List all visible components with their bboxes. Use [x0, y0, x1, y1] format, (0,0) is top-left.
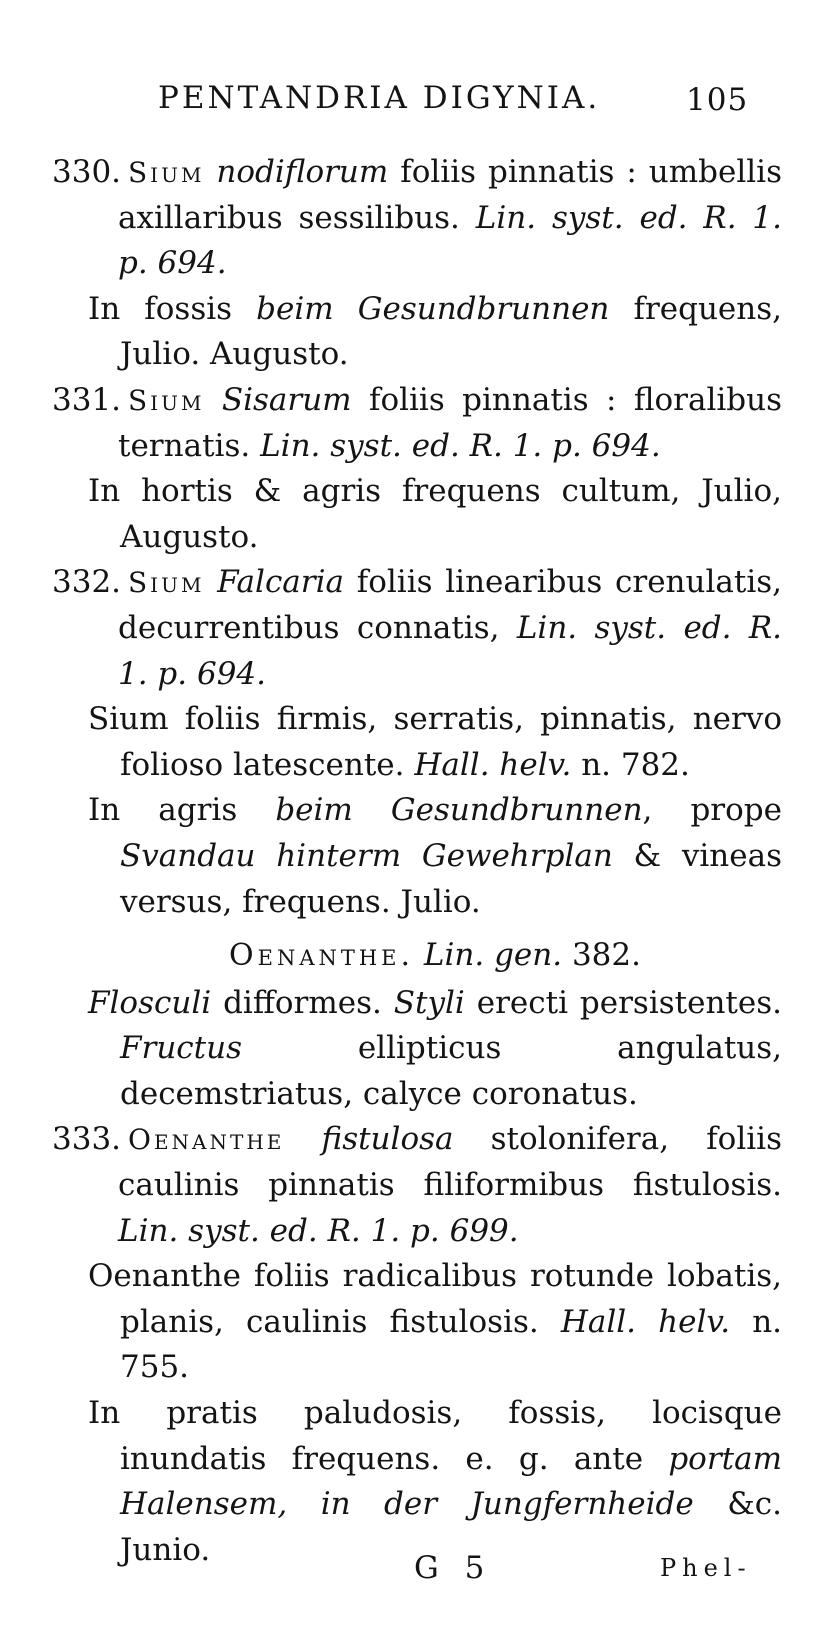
species-description — [0, 378, 830, 469]
entry-331 — [0, 378, 830, 560]
synonym — [0, 697, 830, 788]
reference: Lin. syst. ed. R. 1. p. 694. — [118, 199, 783, 282]
synonym-number: n. 782. — [581, 746, 690, 783]
character-label: Styli — [393, 984, 465, 1021]
genus-title: Oenanthe. — [229, 938, 415, 974]
synonym-text: Oenanthe foliis radicalibus rotunde lobatis, planis, caulinis fistulosis. — [88, 1258, 782, 1340]
genus-name: Oenanthe — [128, 1123, 285, 1157]
character-text: erecti persistentes. — [476, 984, 782, 1021]
habitat-text: In hortis & agris frequens cultum, Julio, Augusto. — [88, 473, 782, 555]
reference: Lin. syst. ed. R. 1. p. 699. — [118, 1212, 519, 1249]
habitat-text: frequens, Julio. Augusto. — [120, 290, 782, 373]
entry-332 — [0, 560, 830, 925]
species-epithet: Sisarum — [221, 381, 352, 418]
diagnosis: foliis linearibus crenulatis, decurrentibus connatis, — [118, 564, 783, 646]
character-label: Flosculi — [88, 984, 212, 1021]
genus-heading — [0, 933, 830, 979]
entry-number: 333. — [52, 1121, 122, 1158]
species-description — [0, 560, 830, 697]
habitat-text: , prope — [642, 792, 782, 829]
entry-333 — [0, 1117, 830, 1573]
page-footer — [0, 1550, 830, 1594]
species-epithet: nodiflorum — [216, 154, 389, 190]
diagnosis: stolonifera, foliis caulinis pinnatis filiformibus fistulosis. — [118, 1121, 782, 1204]
signature-mark: G 5 — [414, 1550, 493, 1586]
habitat — [0, 788, 830, 925]
page-body — [0, 150, 830, 1573]
reference: Lin. syst. ed. R. 1. p. 694. — [260, 427, 661, 464]
running-title: PENTANDRIA DIGYNIA. — [158, 80, 601, 116]
synonym-number: n. 755. — [120, 1303, 783, 1386]
habitat-locality: portam Halensem, in der Jungfernheide — [120, 1440, 782, 1523]
genus-number: 382. — [571, 937, 641, 974]
species-description — [0, 150, 830, 287]
character-text: difformes. — [223, 984, 382, 1021]
genus-name: Sium — [128, 566, 205, 600]
habitat-text: In fossis — [88, 290, 233, 327]
page-number: 105 — [686, 82, 749, 118]
genus-reference: Lin. gen. — [423, 937, 563, 974]
habitat-locality: beim Gesundbrunnen — [256, 290, 610, 327]
genus-name: Sium — [128, 156, 205, 189]
character-text: ellipticus angulatus, decemstriatus, calyce coronatus. — [120, 1030, 782, 1112]
habitat-text: &c. Junio. — [120, 1486, 783, 1568]
species-epithet: Falcaria — [217, 564, 345, 601]
synonym-reference: Hall. helv. — [414, 746, 572, 783]
habitat — [0, 469, 830, 560]
entry-number: 332. — [52, 564, 122, 601]
species-description — [0, 1117, 830, 1254]
genus-name: Sium — [128, 383, 205, 417]
habitat-text: In agris — [88, 792, 238, 829]
catchword: Phel- — [660, 1554, 752, 1582]
entry-330 — [0, 150, 830, 378]
synonym — [0, 1254, 830, 1391]
character-label: Fructus — [120, 1030, 242, 1067]
habitat-text: & vineas versus, frequens. Julio. — [120, 837, 783, 920]
reference: Lin. syst. ed. R. 1. p. 694. — [118, 609, 783, 692]
genus-characters — [0, 981, 830, 1118]
entry-number: 331. — [52, 381, 122, 418]
synonym-reference: Hall. helv. — [560, 1303, 731, 1340]
habitat-locality: Svandau hinterm Gewehrplan — [120, 837, 613, 874]
habitat-text: In pratis paludosis, fossis, locisque inundatis frequens. e. g. ante — [88, 1395, 782, 1477]
species-epithet: fistulosa — [321, 1121, 454, 1158]
habitat — [0, 287, 830, 378]
habitat-locality: beim Gesundbrunnen — [275, 792, 643, 829]
running-head — [0, 80, 830, 124]
diagnosis: foliis pinnatis : floralibus ternatis. — [118, 381, 783, 464]
synonym-text: Sium foliis firmis, serratis, pinnatis, nervo folioso latescente. — [88, 701, 782, 783]
entry-number: 330. — [52, 154, 122, 190]
diagnosis: foliis pinnatis : umbellis axillaribus sessilibus. — [118, 154, 782, 236]
habitat — [0, 1391, 830, 1573]
